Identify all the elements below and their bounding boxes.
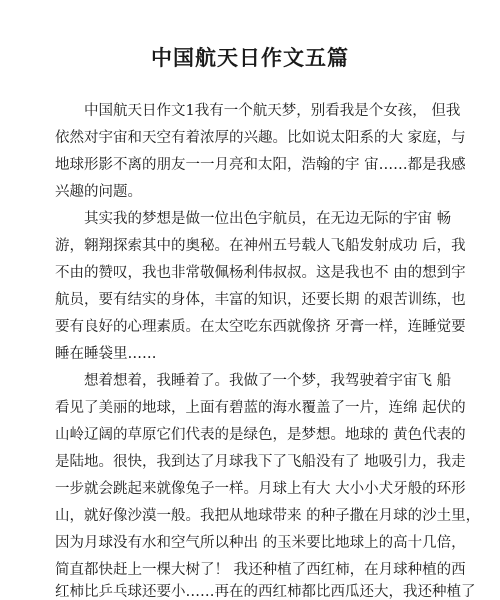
paragraph-line: 要有良好的心理素质。在太空吃东西就像挤 牙膏一样，连睡觉要 [55, 319, 466, 335]
paragraph-line: 红柿比乒乓球还要小……再在的西红柿都比西瓜还大，我还种植了 [55, 584, 476, 600]
paragraph-line: 依然对宇宙和天空有着浓厚的兴趣。比如说太阳系的大 家庭，与 [55, 130, 466, 146]
paragraph-line: 看见了美丽的地球，上面有碧蓝的海水覆盖了一片，连绵 起伏的 [55, 400, 466, 416]
paragraph-line: 想着想着，我睡着了。我做了一个梦，我驾驶着宇宙飞 船 [84, 373, 452, 389]
paragraph-line: 兴趣的问题。 [55, 184, 142, 200]
paragraph-line: 山，就好像沙漠一般。我把从地球带来 的种子撒在月球的沙土里， [55, 508, 481, 524]
paragraph-line: 中国航天日作文1我有一个航天梦，别看我是个女孩， 但我 [84, 103, 461, 119]
paragraph-line: 简直都快赶上一棵大树了！ 我还种植了西红柿，在月球种植的西 [55, 562, 466, 578]
document-title: 中国航天日作文五篇 [151, 45, 349, 70]
paragraph-line: 不由的赞叹，我也非常敬佩杨利伟叔叔。这是我也不 由的想到宇 [55, 265, 466, 281]
paragraph-line: 一步就会跳起来就像兔子一样。月球上有大 大小小犬牙般的环形 [55, 481, 466, 497]
paragraph-line: 其实我的梦想是做一位出色宇航员，在无边无际的宇宙 畅 [84, 211, 452, 227]
paragraph-line: 是陆地。很快，我到达了月球我下了飞船没有了 地吸引力，我走 [55, 454, 466, 470]
paragraph-line: 因为月球没有水和空气所以种出 的玉米要比地球上的高十几倍， [55, 535, 466, 551]
paragraph-line: 山岭辽阔的草原它们代表的是绿色，是梦想。地球的 黄色代表的 [55, 427, 466, 443]
paragraph-line: 地球形影不离的朋友一一月亮和太阳，浩翰的宇 宙……都是我感 [55, 157, 466, 173]
paragraph-line: 睡在睡袋里…… [55, 346, 157, 362]
paragraph-line: 航员，要有结实的身体，丰富的知识，还要长期 的艰苦训练，也 [55, 292, 466, 308]
paragraph-line: 游，翱翔探索其中的奥秘。在神州五号载人飞船发射成功 后，我 [55, 238, 466, 254]
